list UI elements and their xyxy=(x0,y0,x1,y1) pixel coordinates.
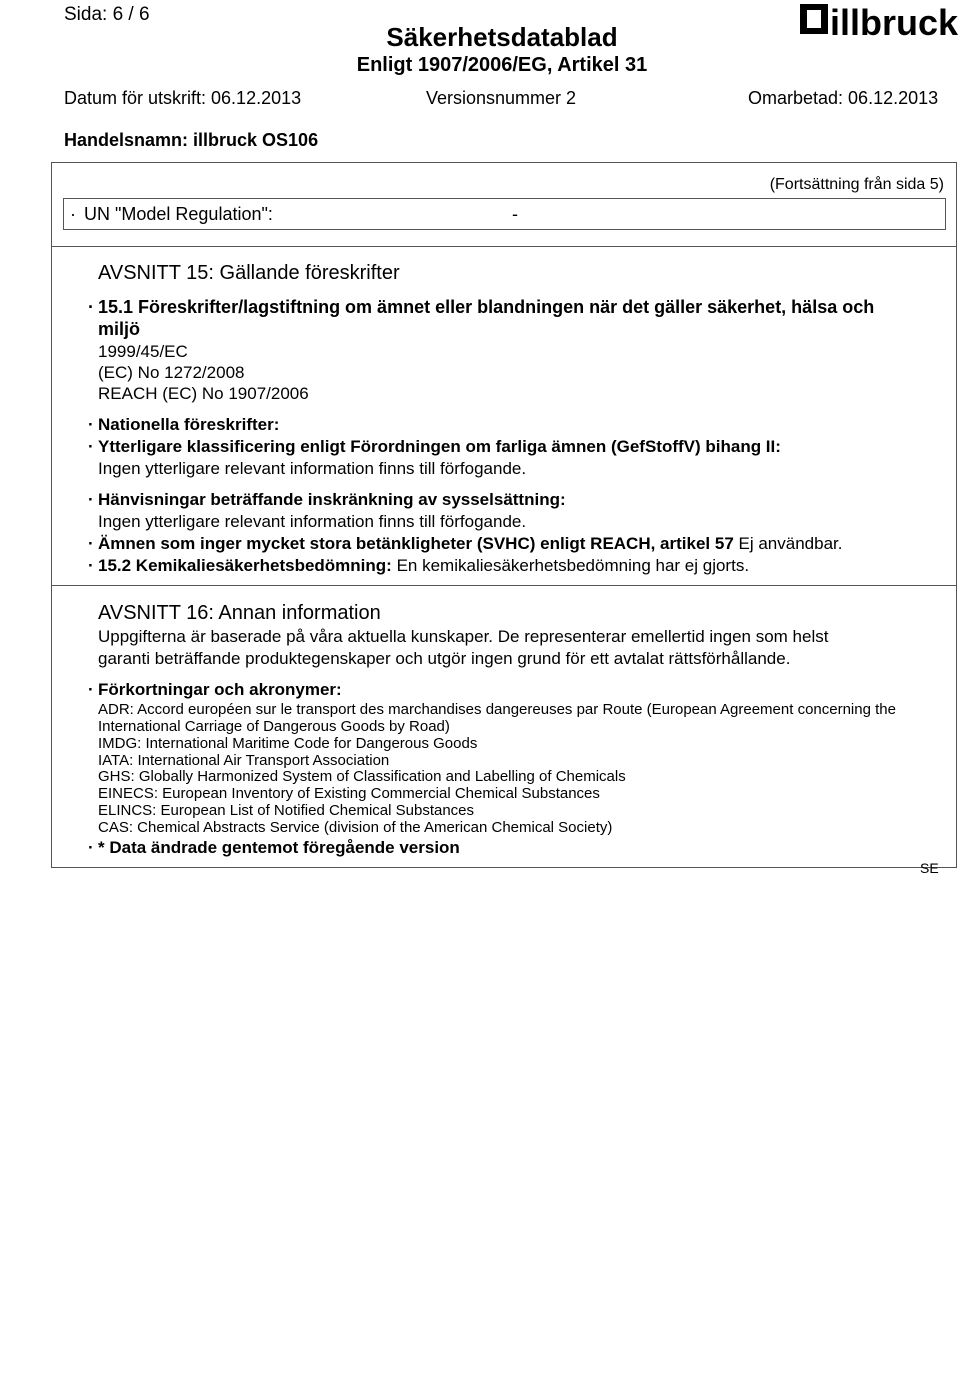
section-16-intro-cont: garanti beträffande produktegenskaper och utgör ingen grund för ett avtalat rättsförhållande. xyxy=(98,649,791,668)
abbreviation-item: CAS: Chemical Abstracts Service (division of the American Chemical Society) xyxy=(98,819,613,836)
gefstoff-value: Ingen ytterligare relevant information finns till förfogande. xyxy=(98,459,527,478)
bullet: · xyxy=(88,556,94,575)
bullet: · xyxy=(88,680,94,699)
bullet: · xyxy=(88,437,94,456)
bullet: · xyxy=(88,297,94,317)
logo-wordmark: illbruck xyxy=(830,2,959,42)
national-regulations-label: Nationella föreskrifter: xyxy=(98,415,280,434)
employment-restrictions-value: Ingen ytterligare relevant information finns till förfogande. xyxy=(98,512,527,531)
continuation-note: (Fortsättning från sida 5) xyxy=(769,176,944,193)
un-regulation-label: UN "Model Regulation": xyxy=(84,204,273,224)
print-date: Datum för utskrift: 06.12.2013 xyxy=(64,88,302,108)
abbreviation-item: International Carriage of Dangerous Goods by Road) xyxy=(98,718,450,735)
regulation-item: 1999/45/EC xyxy=(98,342,188,361)
employment-restrictions-label: Hänvisningar beträffande inskränkning av sysselsättning: xyxy=(98,490,566,509)
gefstoff-label: Ytterligare klassificering enligt Förordningen om farliga ämnen (GefStoffV) bihang II: xyxy=(98,437,781,456)
abbreviation-item: ELINCS: European List of Notified Chemical Substances xyxy=(98,802,475,819)
svhc-label: Ämnen som inger mycket stora betänkligheter (SVHC) enligt REACH, artikel 57 xyxy=(98,534,734,553)
abbreviation-item: IATA: International Air Transport Association xyxy=(98,752,390,769)
svhc-value: Ej användbar. xyxy=(738,534,843,553)
regulation-item: (EC) No 1272/2008 xyxy=(98,363,245,382)
section-15-heading: AVSNITT 15: Gällande föreskrifter xyxy=(98,262,400,284)
csa-label: 15.2 Kemikaliesäkerhetsbedömning: xyxy=(98,556,392,575)
bullet: · xyxy=(88,534,94,553)
section-16-intro: Uppgifterna är baserade på våra aktuella kunskaper. De representerar emellertid ingen som helst xyxy=(98,627,829,646)
regulation-item: REACH (EC) No 1907/2006 xyxy=(98,384,309,403)
changed-data-note: * Data ändrade gentemot föregående version xyxy=(98,838,460,857)
csa-row xyxy=(98,556,749,576)
svhc-row xyxy=(98,534,842,554)
abbreviation-item: ADR: Accord européen sur le transport des marchandises dangereuses par Route (European Agreement concerning the xyxy=(98,701,896,718)
bullet: · xyxy=(70,204,76,224)
section-16-heading: AVSNITT 16: Annan information xyxy=(98,602,381,624)
bullet: · xyxy=(88,838,94,857)
page-number: Sida: 6 / 6 xyxy=(64,4,150,25)
illbruck-logo xyxy=(800,2,960,42)
revision-date: Omarbetad: 06.12.2013 xyxy=(748,88,939,108)
abbreviation-item: IMDG: International Maritime Code for Dangerous Goods xyxy=(98,735,478,752)
trade-name: Handelsnamn: illbruck OS106 xyxy=(64,130,319,150)
language-code: SE xyxy=(920,860,939,876)
csa-value: En kemikaliesäkerhetsbedömning har ej gjorts. xyxy=(396,556,750,575)
section-15-1-title: 15.1 Föreskrifter/lagstiftning om ämnet eller blandningen när det gäller säkerhet, hälsa och xyxy=(98,297,875,317)
document-title: Säkerhetsdatablad xyxy=(386,22,618,52)
document-subtitle: Enligt 1907/2006/EG, Artikel 31 xyxy=(356,54,648,76)
bullet: · xyxy=(88,415,94,434)
bullet: · xyxy=(88,490,94,509)
abbreviations-label: Förkortningar och akronymer: xyxy=(98,680,342,699)
un-regulation-value: - xyxy=(512,204,518,224)
version-number: Versionsnummer 2 xyxy=(426,88,577,108)
abbreviation-item: GHS: Globally Harmonized System of Classification and Labelling of Chemicals xyxy=(98,768,626,785)
section-15-1-title-cont: miljö xyxy=(98,319,141,339)
abbreviation-item: EINECS: European Inventory of Existing Commercial Chemical Substances xyxy=(98,785,600,802)
